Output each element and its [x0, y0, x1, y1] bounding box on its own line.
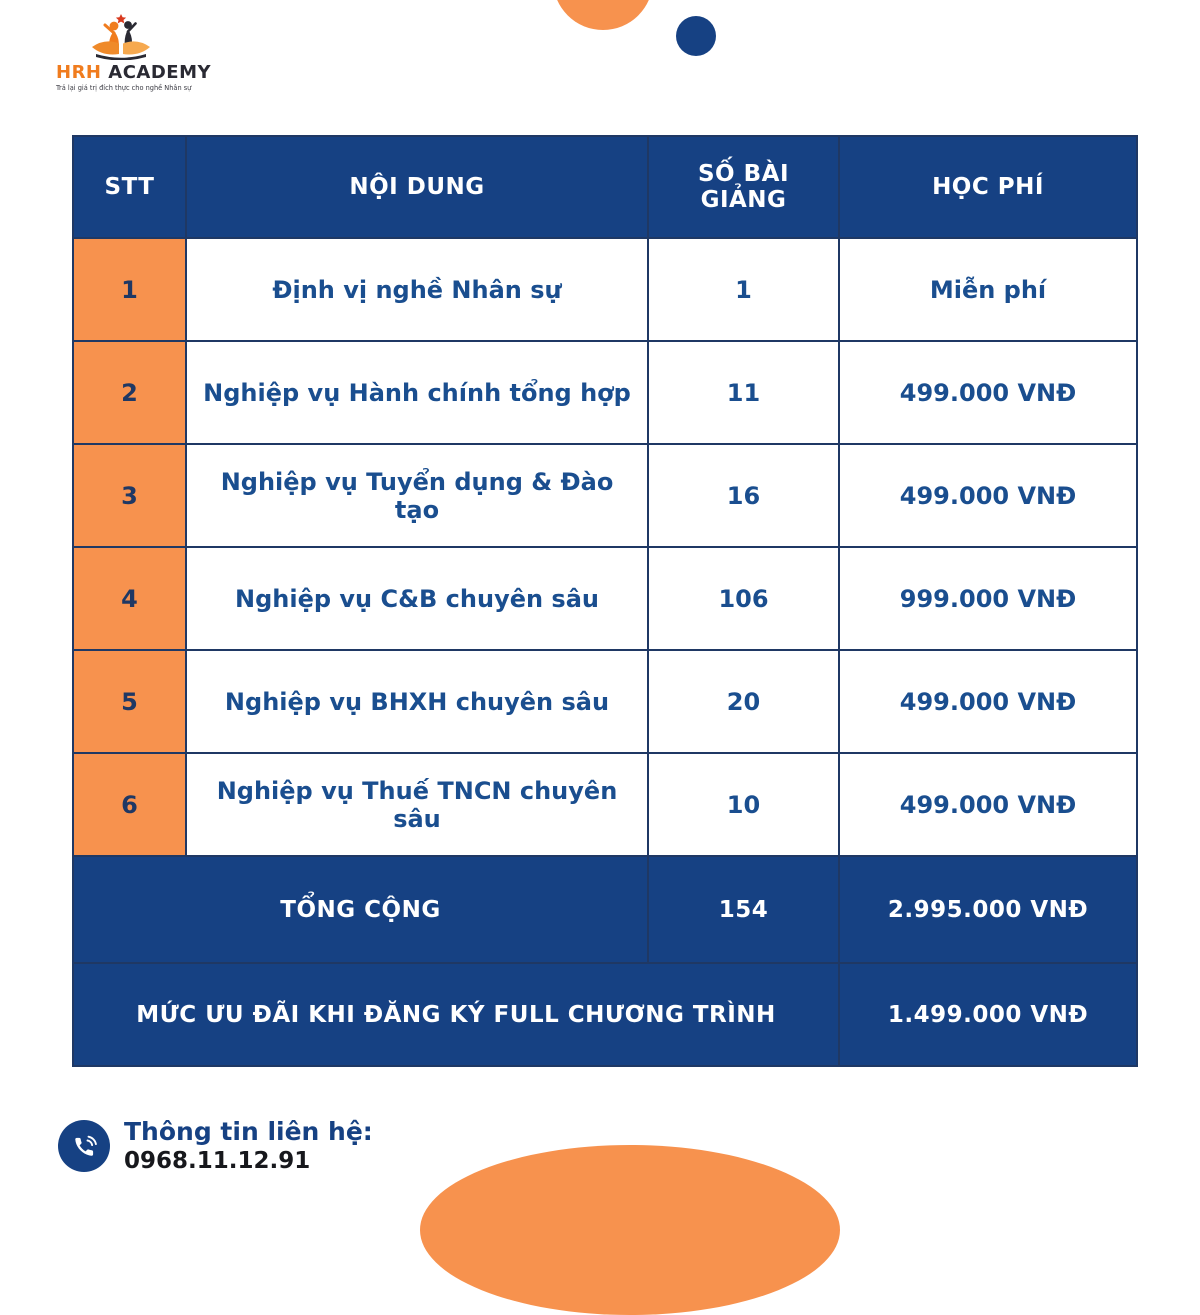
phone-icon [58, 1120, 110, 1172]
row-lecture-count: 106 [649, 548, 838, 649]
logo-mark-icon [90, 14, 152, 60]
row-course-name: Nghiệp vụ Tuyển dụng & Đào tạo [187, 445, 647, 546]
header-hoc-phi: HỌC PHÍ [840, 137, 1136, 237]
logo [56, 14, 212, 92]
row-course-name: Định vị nghề Nhân sự [187, 239, 647, 340]
row-lecture-count: 16 [649, 445, 838, 546]
row-index: 6 [74, 754, 185, 855]
contact-label: Thông tin liên hệ: [124, 1117, 373, 1146]
row-price: 499.000 VNĐ [840, 342, 1136, 443]
row-price: 499.000 VNĐ [840, 754, 1136, 855]
row-index: 5 [74, 651, 185, 752]
row-lecture-count: 20 [649, 651, 838, 752]
row-lecture-count: 1 [649, 239, 838, 340]
total-price: 2.995.000 VNĐ [840, 857, 1136, 962]
promo-price: 1.499.000 VNĐ [840, 964, 1136, 1065]
row-course-name: Nghiệp vụ C&B chuyên sâu [187, 548, 647, 649]
promo-label: MỨC ƯU ĐÃI KHI ĐĂNG KÝ FULL CHƯƠNG TRÌNH [74, 964, 838, 1065]
contact-info [58, 1116, 373, 1176]
header-noi-dung: NỘI DUNG [187, 137, 647, 237]
logo-brand-secondary: ACADEMY [108, 62, 212, 83]
row-price: 499.000 VNĐ [840, 445, 1136, 546]
contact-text [124, 1116, 373, 1176]
header-stt: STT [74, 137, 185, 237]
row-price: Miễn phí [840, 239, 1136, 340]
contact-phone-number: 0968.11.12.91 [124, 1148, 311, 1175]
logo-tagline: Trả lại giá trị đích thực cho nghề Nhân sự [56, 84, 192, 92]
row-index: 1 [74, 239, 185, 340]
decor-circle-blue-top [676, 16, 716, 56]
row-course-name: Nghiệp vụ BHXH chuyên sâu [187, 651, 647, 752]
decor-ellipse-orange-bottom [420, 1145, 840, 1315]
logo-wordmark [56, 62, 212, 83]
total-lecture-count: 154 [649, 857, 838, 962]
row-price: 499.000 VNĐ [840, 651, 1136, 752]
decor-circle-orange-top [553, 0, 653, 30]
row-index: 3 [74, 445, 185, 546]
row-lecture-count: 11 [649, 342, 838, 443]
course-price-table [72, 135, 1138, 1067]
header-so-bai-giang: SỐ BÀI GIẢNG [649, 137, 838, 237]
row-lecture-count: 10 [649, 754, 838, 855]
row-course-name: Nghiệp vụ Thuế TNCN chuyên sâu [187, 754, 647, 855]
row-index: 2 [74, 342, 185, 443]
row-course-name: Nghiệp vụ Hành chính tổng hợp [187, 342, 647, 443]
logo-brand-primary: HRH [56, 62, 102, 83]
row-price: 999.000 VNĐ [840, 548, 1136, 649]
row-index: 4 [74, 548, 185, 649]
total-label: TỔNG CỘNG [74, 857, 647, 962]
